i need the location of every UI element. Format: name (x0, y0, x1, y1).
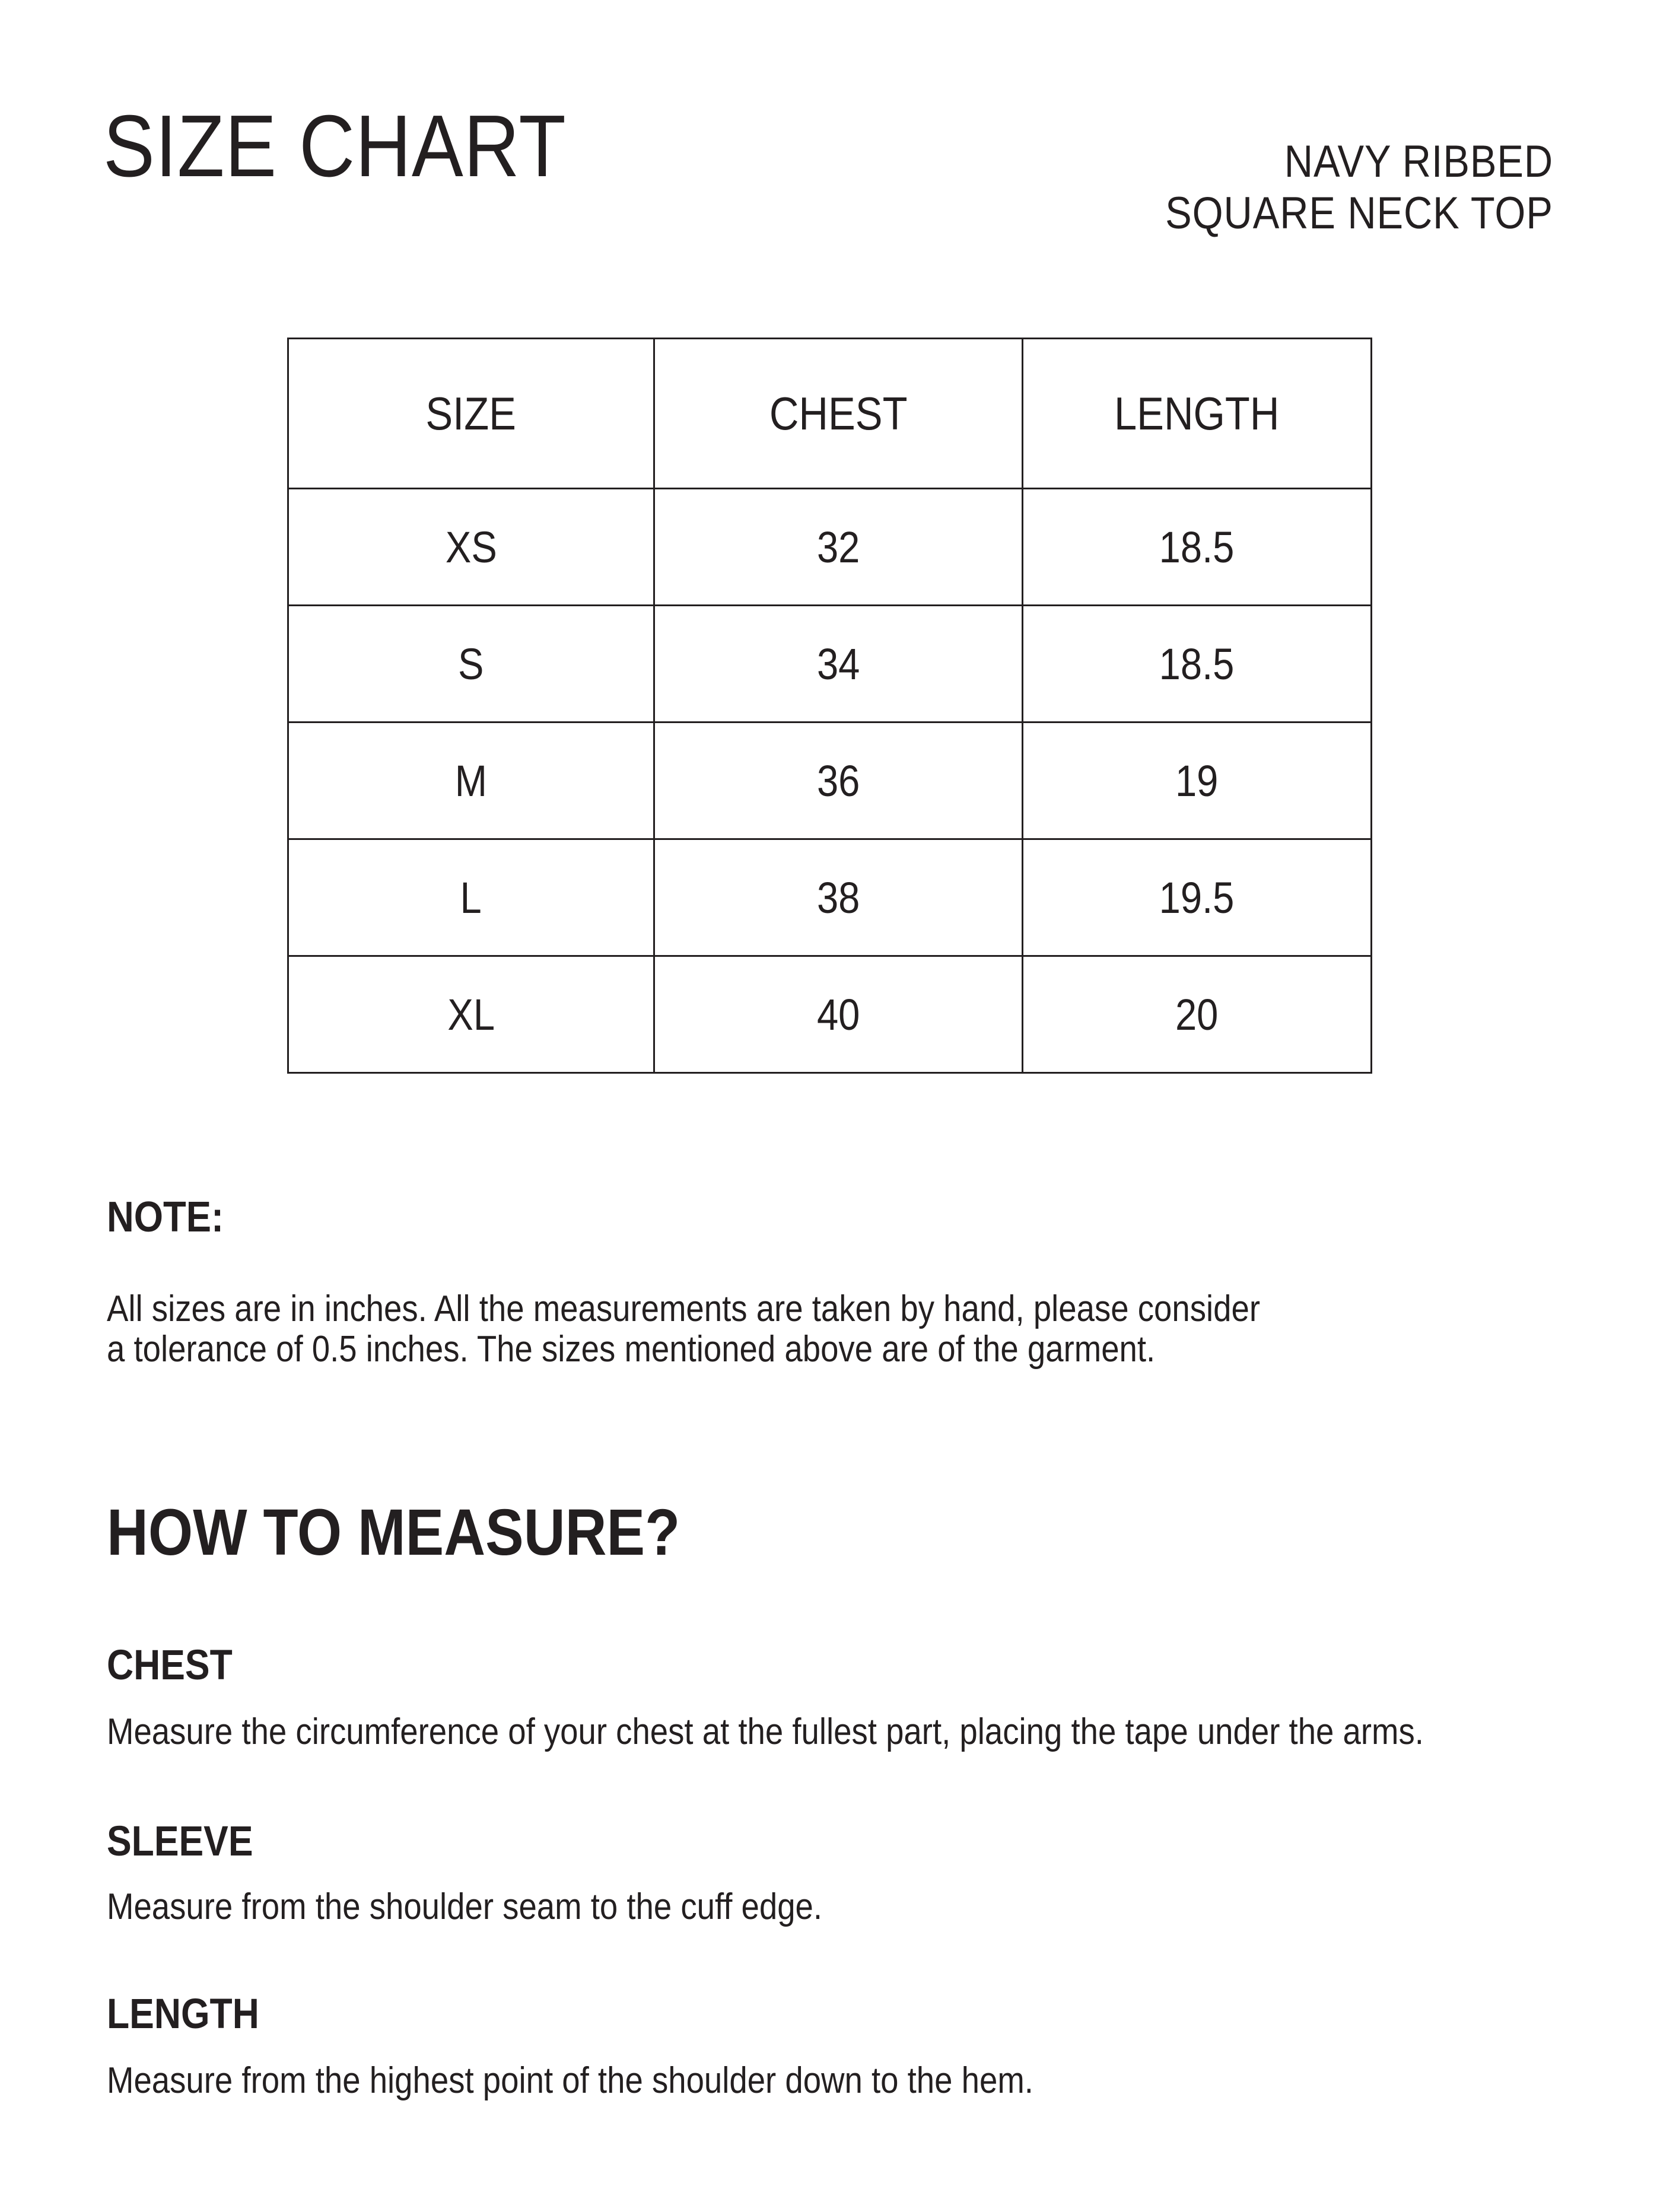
column-header-chest: CHEST (654, 339, 1023, 489)
cell-chest: 40 (654, 956, 1023, 1073)
cell-size: L (288, 839, 654, 956)
cell-chest: 36 (654, 723, 1023, 839)
product-name (1112, 136, 1553, 239)
cell-length: 19 (1023, 723, 1372, 839)
cell-length: 19.5 (1023, 839, 1372, 956)
product-name-line2: SQUARE NECK TOP (1165, 188, 1553, 238)
column-header-size: SIZE (288, 339, 654, 489)
section-text-length: Measure from the highest point of the shoulder down to the hem. (107, 2060, 1033, 2101)
note-line2: a tolerance of 0.5 inches. The sizes mentioned above are of the garment. (107, 1329, 1156, 1370)
cell-chest: 32 (654, 489, 1023, 606)
table-row (288, 723, 1372, 839)
section-label-length: LENGTH (107, 1991, 259, 2038)
table-row (288, 839, 1372, 956)
cell-size: S (288, 606, 654, 723)
section-label-chest: CHEST (107, 1642, 233, 1689)
cell-size: XL (288, 956, 654, 1073)
table-header-row (288, 339, 1372, 489)
section-label-sleeve: SLEEVE (107, 1818, 253, 1865)
section-text-chest: Measure the circumference of your chest at the fullest part, placing the tape under the arms. (107, 1711, 1424, 1752)
note-heading: NOTE: (107, 1193, 224, 1241)
note-body (107, 1289, 1417, 1370)
cell-length: 18.5 (1023, 489, 1372, 606)
column-header-length: LENGTH (1023, 339, 1372, 489)
product-name-line1: NAVY RIBBED (1284, 136, 1553, 187)
size-table (287, 338, 1372, 1074)
cell-length: 20 (1023, 956, 1372, 1073)
section-text-sleeve: Measure from the shoulder seam to the cuff edge. (107, 1886, 823, 1927)
cell-chest: 34 (654, 606, 1023, 723)
cell-size: M (288, 723, 654, 839)
note-line1: All sizes are in inches. All the measurements are taken by hand, please consider (107, 1288, 1261, 1329)
how-to-measure-heading: HOW TO MEASURE? (107, 1496, 680, 1569)
cell-length: 18.5 (1023, 606, 1372, 723)
cell-size: XS (288, 489, 654, 606)
table-row (288, 606, 1372, 723)
table-row (288, 956, 1372, 1073)
cell-chest: 38 (654, 839, 1023, 956)
page-title-text: SIZE CHART (103, 97, 567, 195)
table-row (288, 489, 1372, 606)
page-title (103, 97, 629, 195)
